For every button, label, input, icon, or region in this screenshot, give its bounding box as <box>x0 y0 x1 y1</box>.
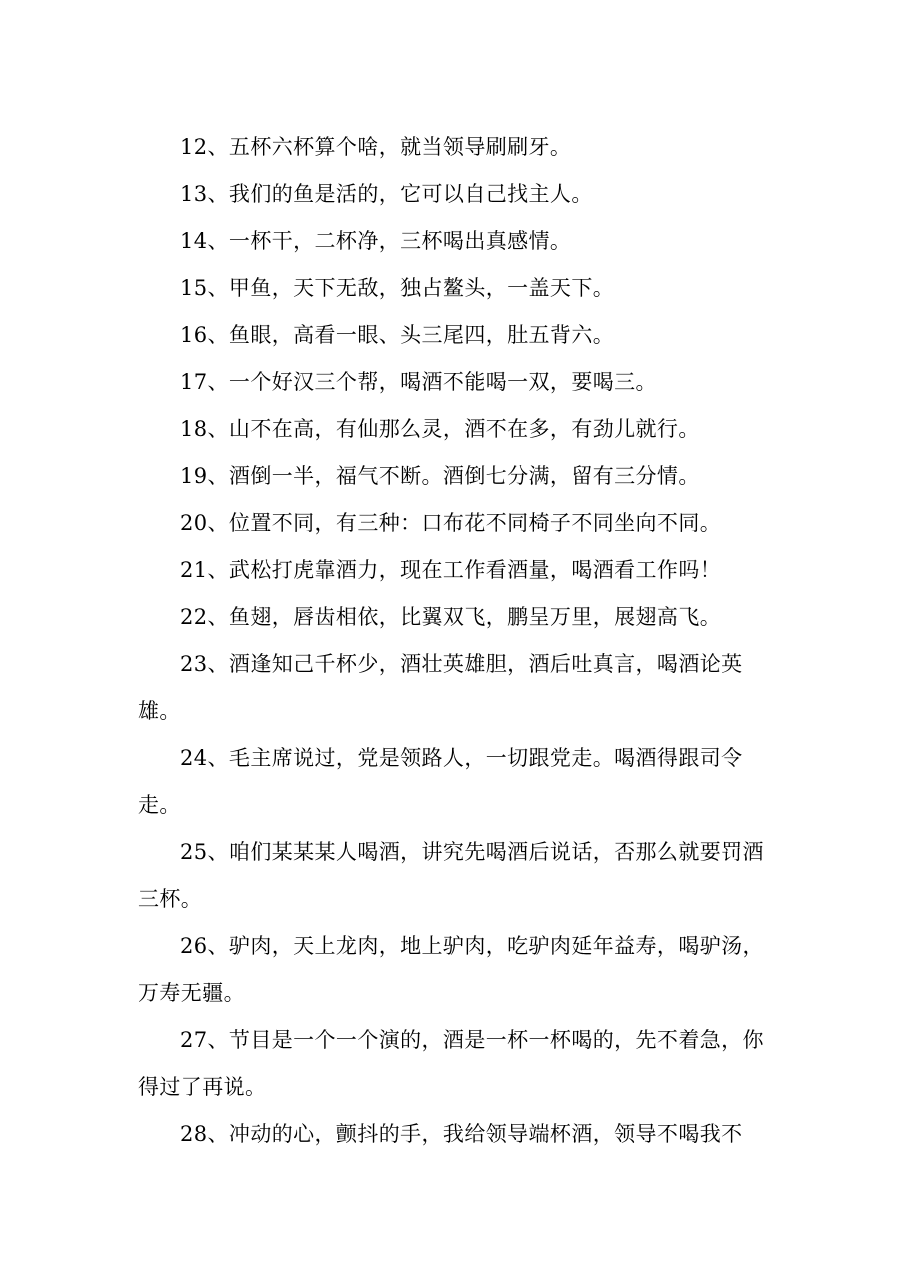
list-item: 26、驴肉，天上龙肉，地上驴肉，吃驴肉延年益寿，喝驴汤，万寿无疆。 <box>138 934 764 1005</box>
list-item: 24、毛主席说过，党是领路人，一切跟党走。喝酒得跟司令走。 <box>138 746 743 817</box>
list-item: 17、一个好汉三个帮，喝酒不能喝一双，要喝三。 <box>180 370 657 394</box>
list-item: 22、鱼翅，唇齿相依，比翼双飞，鹏呈万里，展翅高飞。 <box>180 605 722 629</box>
list-item: 21、武松打虎靠酒力，现在工作看酒量，喝酒看工作吗！ <box>180 558 722 582</box>
list-item: 15、甲鱼，天下无敌，独占鳌头，一盖天下。 <box>180 276 615 300</box>
list-item: 28、冲动的心，颤抖的手，我给领导端杯酒，领导不喝我不 <box>180 1122 743 1146</box>
list-item: 19、酒倒一半，福气不断。酒倒七分满，留有三分情。 <box>180 464 700 488</box>
list-item: 16、鱼眼，高看一眼、头三尾四，肚五背六。 <box>180 323 615 347</box>
list-item: 25、咱们某某某人喝酒，讲究先喝酒后说话，否那么就要罚酒三杯。 <box>138 840 764 911</box>
list-item: 27、节目是一个一个演的，酒是一杯一杯喝的，先不着急，你得过了再说。 <box>138 1028 764 1099</box>
list-item: 13、我们的鱼是活的，它可以自己找主人。 <box>180 182 593 206</box>
list-item: 20、位置不同，有三种：口布花不同椅子不同坐向不同。 <box>180 511 722 535</box>
list-item: 23、酒逢知己千杯少，酒壮英雄胆，酒后吐真言，喝酒论英雄。 <box>138 652 743 723</box>
document-body <box>138 124 774 1158</box>
list-item: 18、山不在高，有仙那么灵，酒不在多，有劲儿就行。 <box>180 417 700 441</box>
list-item: 12、五杯六杯算个啥，就当领导刷刷牙。 <box>180 135 572 159</box>
list-item: 14、一杯干，二杯净，三杯喝出真感情。 <box>180 229 572 253</box>
